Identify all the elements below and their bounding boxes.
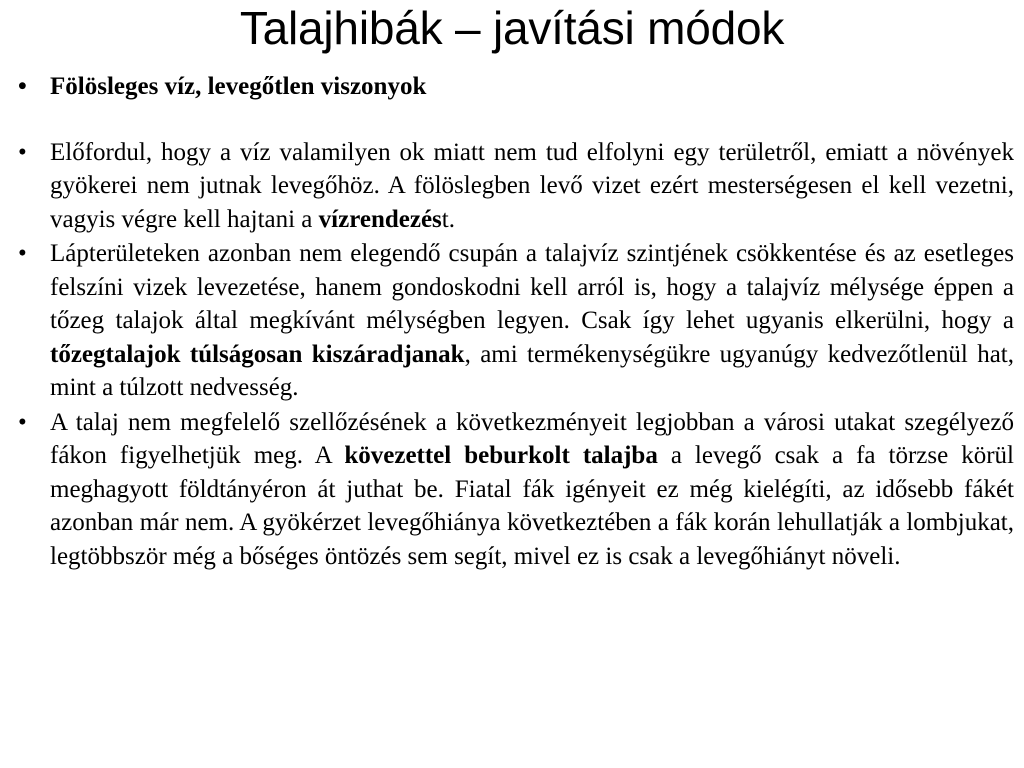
bullet-bold-term: kövezettel beburkolt talajba bbox=[344, 442, 658, 469]
bullet-text: Lápterületeken azonban nem elegendő csupán a talajvíz szintjének csökkentése és az esetleges felszíni vizek levezetése, hanem gondoskodni kell arról is, hogy a talajvíz mélysége éppen a tőzeg talajok által megkívánt mélységben legyen. Csak így lehet ugyanis elkerülni, hogy a bbox=[50, 240, 1014, 334]
bullet-peat-soils bbox=[14, 237, 1014, 405]
bullet-water-drainage bbox=[14, 136, 1014, 237]
bullet-text: Előfordul, hogy a víz valamilyen ok miatt nem tud elfolyni egy területről, emiatt a növények gyökerei nem jutnak levegőhöz. A fölöslegben levő vizet ezért mesterségesen el kell vezetni, vagyis végre kell hajtani a bbox=[50, 138, 1014, 233]
slide-content bbox=[14, 70, 1014, 574]
bullet-text: t. bbox=[441, 205, 455, 233]
bullet-text: , ami termékenységükre ugyanúgy kedvezőtlenül hat, mint a túlzott nedvesség. bbox=[50, 340, 1014, 401]
slide-title: Talajhibák – javítási módok bbox=[239, 2, 785, 54]
bullet-text: a levegő csak a fa törzse körül meghagyott földtányéron át juthat be. Fiatal fák igényeit ez még kielégíti, az idősebb fákét azonban már nem. A gyökérzet levegőhiánya következtében a fák korán lehullatják a lombjukat, legtöbbször még a bőséges öntözés sem segít, mivel ez is csak a levegőhiányt növeli. bbox=[50, 442, 1015, 570]
bullet-bold-term: tőzegtalajok túlságosan kiszáradjanak bbox=[50, 340, 465, 368]
bullet-heading: • Fölösleges víz, levegőtlen viszonyok bbox=[14, 70, 1014, 104]
bullet-bold-term: vízrendezés bbox=[318, 205, 442, 233]
bullet-text: A talaj nem megfelelő szellőzésének a következményeit legjobban a városi utakat szegélyező fákon figyelhetjük meg. A bbox=[50, 408, 1014, 469]
bullet-soil-aeration bbox=[14, 406, 1014, 574]
